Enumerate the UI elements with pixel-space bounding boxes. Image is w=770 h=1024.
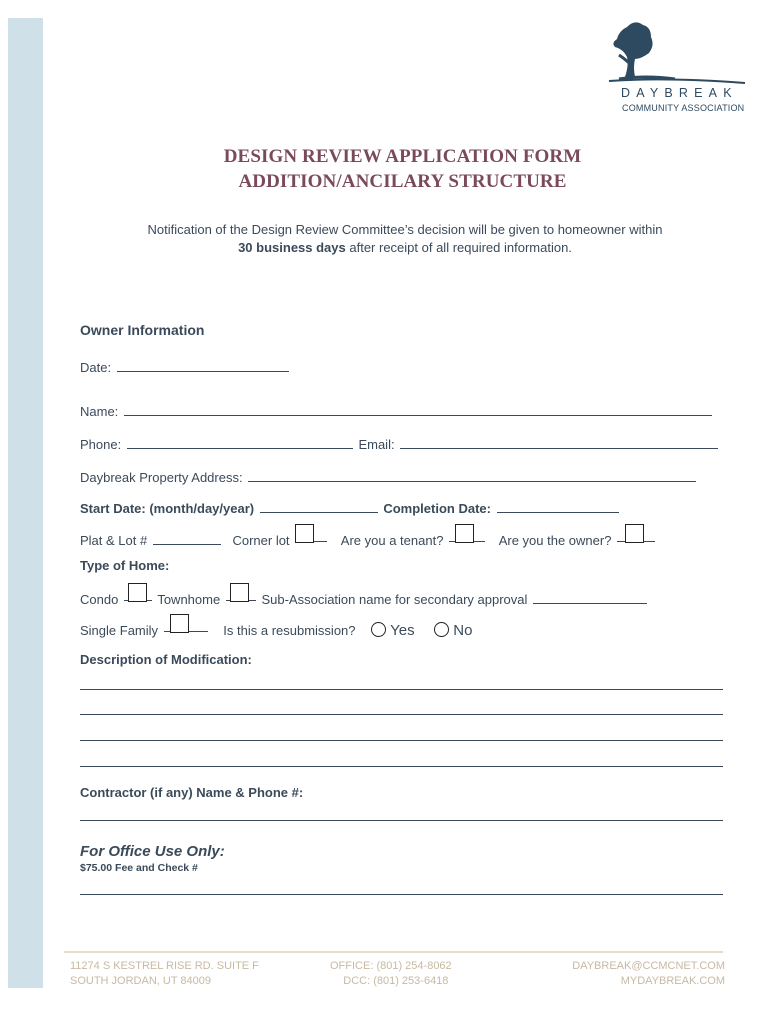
notice-rest: after receipt of all required information. <box>345 240 572 255</box>
phone-row <box>80 436 720 452</box>
plat-row <box>80 529 657 548</box>
date-row <box>80 359 291 375</box>
phone-field[interactable] <box>127 436 353 449</box>
owner-line <box>617 529 655 542</box>
tenant-checkbox[interactable] <box>455 524 474 543</box>
notice-line-2 <box>80 240 730 255</box>
condo-line <box>124 588 152 601</box>
description-heading: Description of Modification: <box>80 652 252 667</box>
subassoc-field[interactable] <box>533 591 647 604</box>
no-radio[interactable] <box>434 622 449 637</box>
address-row <box>80 469 698 485</box>
tree-logo-icon <box>605 15 755 95</box>
office-use-heading: For Office Use Only: <box>80 843 225 860</box>
dates-row <box>80 500 621 516</box>
single-family-label: Single Family <box>80 623 159 638</box>
date-label: Date: <box>80 360 112 375</box>
owner-checkbox[interactable] <box>625 524 644 543</box>
tenant-label: Are you a tenant? <box>340 533 444 548</box>
footer-contact <box>572 959 725 989</box>
plat-label: Plat & Lot # <box>80 533 148 548</box>
corner-lot-checkbox[interactable] <box>295 524 314 543</box>
notice-deadline: 30 business days <box>238 240 346 255</box>
address-label: Daybreak Property Address: <box>80 470 243 485</box>
plat-field[interactable] <box>153 532 221 545</box>
corner-lot-line <box>295 529 327 542</box>
contractor-heading: Contractor (if any) Name & Phone #: <box>80 785 304 800</box>
townhome-line <box>226 588 256 601</box>
completion-date-field[interactable] <box>497 500 619 513</box>
office-line[interactable] <box>80 894 723 895</box>
side-accent-bar <box>8 18 43 988</box>
yes-radio[interactable] <box>371 622 386 637</box>
footer-office-phone: OFFICE: (801) 254-8062 <box>330 960 452 972</box>
logo-subtitle: COMMUNITY ASSOCIATION <box>622 103 745 113</box>
footer-email[interactable]: DAYBREAK@CCMCNET.COM <box>572 960 725 972</box>
resubmission-label: Is this a resubmission? <box>223 623 356 638</box>
completion-date-label: Completion Date: <box>383 501 491 516</box>
single-family-line <box>164 619 208 632</box>
contractor-line[interactable] <box>80 820 723 821</box>
single-family-checkbox[interactable] <box>170 614 189 633</box>
owner-heading: Owner Information <box>80 322 205 338</box>
no-option[interactable] <box>434 623 472 638</box>
subassoc-label: Sub-Association name for secondary approval <box>261 592 528 607</box>
description-line-3[interactable] <box>80 740 723 741</box>
form-subtitle: ADDITION/ANCILARY STRUCTURE <box>238 171 567 192</box>
name-field[interactable] <box>124 403 712 416</box>
daybreak-logo <box>605 15 755 120</box>
name-row <box>80 403 714 419</box>
footer-address <box>70 959 259 989</box>
phone-label: Phone: <box>80 437 122 452</box>
footer-website[interactable]: MYDAYBREAK.COM <box>620 975 725 987</box>
logo-name: DAYBREAK <box>621 86 738 100</box>
start-date-label: Start Date: (month/day/year) <box>80 501 255 516</box>
single-family-row <box>80 619 472 639</box>
name-label: Name: <box>80 404 119 419</box>
townhome-checkbox[interactable] <box>230 583 249 602</box>
no-label: No <box>453 622 473 639</box>
footer-phones <box>330 959 452 989</box>
yes-label: Yes <box>390 622 415 639</box>
address-field[interactable] <box>248 469 696 482</box>
form-title: DESIGN REVIEW APPLICATION FORM <box>223 146 582 167</box>
type-home-heading: Type of Home: <box>80 558 170 573</box>
fee-label: $75.00 Fee and Check # <box>80 862 198 874</box>
home-type-row <box>80 588 649 607</box>
yes-option[interactable] <box>371 623 414 638</box>
townhome-label: Townhome <box>157 592 221 607</box>
email-field[interactable] <box>400 436 718 449</box>
start-date-field[interactable] <box>260 500 378 513</box>
footer-divider <box>64 951 723 953</box>
corner-lot-label: Corner lot <box>232 533 290 548</box>
notice-line-1: Notification of the Design Review Committee’s decision will be given to homeowner within <box>147 222 663 237</box>
footer-dcc-phone: DCC: (801) 253-6418 <box>343 975 449 987</box>
description-line-4[interactable] <box>80 766 723 767</box>
footer-address-1: 11274 S KESTREL RISE RD. SUITE F <box>70 960 259 972</box>
condo-checkbox[interactable] <box>128 583 147 602</box>
description-line-1[interactable] <box>80 689 723 690</box>
email-label: Email: <box>358 437 395 452</box>
date-field[interactable] <box>117 359 289 372</box>
condo-label: Condo <box>80 592 119 607</box>
tenant-line <box>449 529 485 542</box>
footer-address-2: SOUTH JORDAN, UT 84009 <box>70 975 212 987</box>
owner-label: Are you the owner? <box>498 533 612 548</box>
description-line-2[interactable] <box>80 714 723 715</box>
